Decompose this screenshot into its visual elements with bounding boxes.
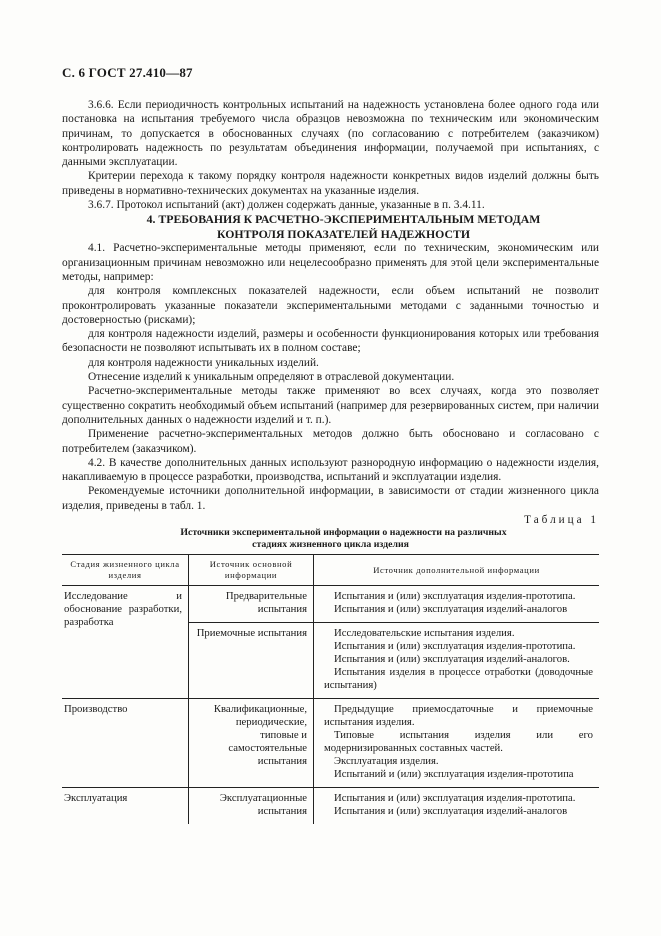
extra-source-cell — [314, 586, 600, 623]
table-caption-line-2: стадиях жизненного цикла изделия — [252, 538, 409, 550]
paragraph: Рекомендуемые источники дополнительной информации, в зависимости от стадии жизненного цикла изделия, приведены в табл. 1. — [62, 485, 599, 512]
table-row — [62, 788, 599, 825]
stage-cell: Производство — [62, 699, 189, 788]
paragraph: 4.1. Расчетно-экспериментальные методы применяют, если по техническим, экономическим или организационным причинам невозможно или нецелесообразно применять для этой цели экспериментальные методы, например: — [62, 242, 599, 283]
extra-source-line: Испытания и (или) эксплуатация изделий-аналогов — [334, 805, 568, 818]
main-source-cell: Предварительные испытания — [189, 586, 314, 623]
extra-source-line: Испытаний и (или) эксплуатация изделия-прототипа — [334, 768, 574, 781]
table-label: Таблица 1 — [524, 514, 599, 527]
extra-source-line: Испытания и (или) эксплуатация изделия-прототипа. — [334, 792, 576, 805]
table-row — [62, 699, 599, 788]
paragraph: 3.6.7. Протокол испытаний (акт) должен содержать данные, указанные в п. 3.4.11. — [88, 199, 485, 212]
section-title-line-2: КОНТРОЛЯ ПОКАЗАТЕЛЕЙ НАДЕЖНОСТИ — [216, 226, 471, 241]
page-header: С. 6 ГОСТ 27.410—87 — [62, 65, 193, 80]
header-main-source: Источник основной информации — [189, 555, 314, 586]
paragraph: для контроля надежности уникальных изделий. — [88, 356, 319, 369]
main-source-cell: Квалификационные, периодические, типовые и самостоятельные испытания — [189, 699, 314, 788]
extra-source-line: Испытания и (или) эксплуатация изделия-прототипа. — [334, 590, 576, 603]
section-title — [62, 212, 599, 241]
sources-table — [62, 554, 599, 824]
paragraph: 4.2. В качестве дополнительных данных используют разнородную информацию о надежности изделия, накапливаемую в процессе разработки, производства, испытаний и эксплуатации изделия. — [62, 456, 599, 484]
extra-source-line: Испытания и (или) эксплуатация изделий-аналогов. — [334, 653, 570, 666]
section-title-line-1: 4. ТРЕБОВАНИЯ К РАСЧЕТНО-ЭКСПЕРИМЕНТАЛЬНЫМ МЕТОДАМ — [146, 212, 541, 227]
header-stage: Стадия жизненного цикла изделия — [62, 555, 189, 586]
paragraph: для контроля комплексных показателей надежности, если объем испытаний не позволит проконтролировать указанные показатели экспериментальными методами с заданными точностью и достоверностью (рисками); — [62, 285, 599, 326]
table-row — [62, 586, 599, 623]
extra-source-cell — [314, 699, 600, 788]
extra-source-line: Испытания и (или) эксплуатация изделий-аналогов — [334, 603, 568, 616]
stage-cell: Исследование и обоснование разработки, разработка — [64, 590, 182, 629]
extra-source-line: Предыдущие приемосдаточные и приемочные испытания изделия. — [324, 703, 593, 729]
paragraph: Расчетно-экспериментальные методы также применяют во всех случаях, когда это позволяет существенно сократить необходимый объем испытаний (например для резервированных систем, при наличии дополнительных данных о надежности изделий и т. п.). — [62, 385, 599, 426]
main-source-cell: Эксплуатационные испытания — [189, 788, 314, 825]
extra-source-line: Исследовательские испытания изделия. — [334, 627, 515, 640]
extra-source-line: Испытания и (или) эксплуатация изделия-прототипа. — [334, 640, 576, 653]
header-extra-source: Источник дополнительной информации — [314, 555, 600, 586]
paragraph: для контроля надежности изделий, размеры и особенности функционирования которых или требования безопасности не позволяют испытывать их в полном составе; — [62, 328, 599, 355]
stage-cell: Эксплуатация — [62, 788, 189, 825]
extra-source-cell — [314, 623, 600, 699]
extra-source-line: Испытания изделия в процессе отработки (доводочные испытания) — [324, 666, 593, 692]
table-caption — [62, 527, 599, 550]
paragraph: 3.6.6. Если периодичность контрольных испытаний на надежность установлена более одного года или постановка на испытания требуемого числа образцов невозможна по техническим или экономическим причинам, то допускается в обоснованных случаях (по согласованию с потребителем (заказчиком) контролировать надежность по результатам объединения информации, получаемой при испытаниях, с данными эксплуатации. — [62, 99, 599, 169]
document-body — [62, 98, 599, 824]
paragraph: Отнесение изделий к уникальным определяют в отраслевой документации. — [88, 371, 455, 384]
extra-source-line: Эксплуатация изделия. — [334, 755, 439, 768]
paragraph: Критерии перехода к такому порядку контроля надежности конкретных видов изделий должны быть приведены в нормативно-технических документах на указанные изделия. — [62, 170, 599, 197]
main-source-cell: Приемочные испытания — [189, 623, 314, 699]
paragraph: Применение расчетно-экспериментальных методов должно быть обосновано и согласовано с потребителем (заказчиком). — [62, 428, 599, 455]
extra-source-cell — [314, 788, 600, 825]
table-header-row — [62, 555, 599, 586]
extra-source-line: Типовые испытания изделия или его модернизированных составных частей. — [324, 729, 593, 755]
table-caption-line-1: Источники экспериментальной информации о надежности на различных — [180, 527, 507, 539]
